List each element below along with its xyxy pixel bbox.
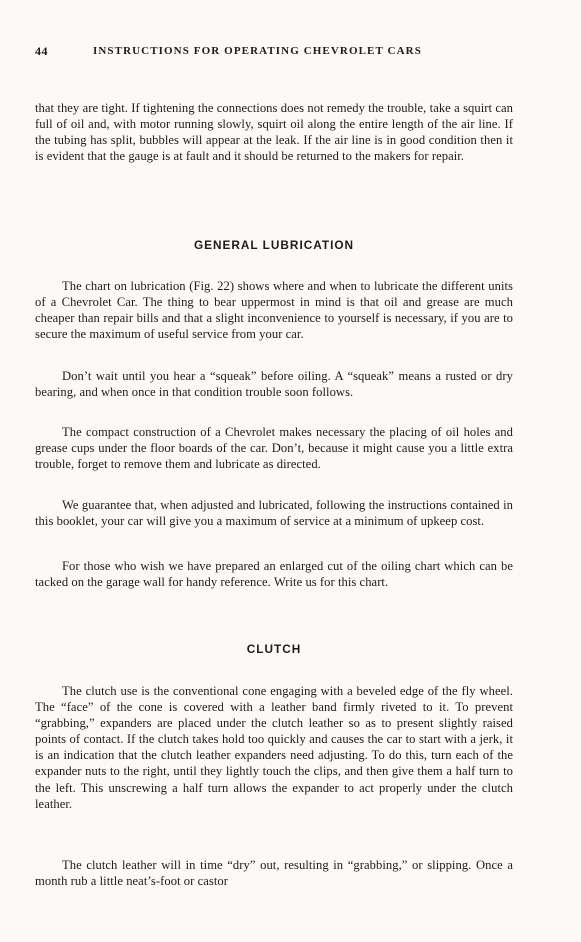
paragraph-clutch-1: The clutch use is the conventional cone engaging with a beveled edge of the fly wheel. The “face” of the cone is covered with a leather band firmly riveted to it. To prevent “grabbing,” expanders are placed under the clutch leather so as to present slightly raised points of contact. If the clutch takes hold too quickly and causes the car to start with a jerk, it is an indication that the clutch leather expanders need adjusting. To do this, turn each of the expander nuts to the right, until they lightly touch the clips, and then give them a half turn to the left. This unscrewing a half turn allows the expander to act properly under the clutch leather.: [35, 684, 513, 811]
page-number: 44: [35, 44, 48, 58]
paragraph-lubrication-2: Don’t wait until you hear a “squeak” before oiling. A “squeak” means a rusted or dry bearing, and when once in that condition trouble soon follows.: [35, 369, 513, 400]
paragraph-clutch-2: The clutch leather will in time “dry” out, resulting in “grabbing,” or slipping. Once a month rub a little neat’s-foot or castor: [35, 858, 513, 889]
paragraph-lubrication-5: For those who wish we have prepared an enlarged cut of the oiling chart which can be tacked on the garage wall for handy reference. Write us for this chart.: [35, 559, 513, 590]
page-header: [35, 44, 515, 60]
paragraph-lubrication-3: The compact construction of a Chevrolet makes necessary the placing of oil holes and grease cups under the floor boards of the car. Don’t, because it might cause you a little extra trouble, forget to remove them and lubricate as directed.: [35, 425, 513, 472]
paragraph-lubrication-4: We guarantee that, when adjusted and lubricated, following the instructions contained in this booklet, your car will give you a maximum of service at a minimum of upkeep cost.: [35, 498, 513, 529]
running-head: INSTRUCTIONS FOR OPERATING CHEVROLET CARS: [93, 45, 422, 57]
paragraph-lubrication-1: The chart on lubrication (Fig. 22) shows where and when to lubricate the different units of a Chevrolet Car. The thing to bear uppermost in mind is that oil and grease are much cheaper than repair bills and that a slight inconvenience to yourself is necessary, if you are to secure the maximum of useful service from your car.: [35, 279, 513, 342]
heading-general-lubrication: GENERAL LUBRICATION: [193, 238, 355, 252]
heading-clutch: CLUTCH: [246, 642, 302, 656]
paragraph-intro: that they are tight. If tightening the connections does not remedy the trouble, take a squirt can full of oil and, with motor running slowly, squirt oil along the entire length of the air line. If the tubing has split, bubbles will appear at the leak. If the air line is in good condition then it is evident that the gauge is at fault and it should be returned to the makers for repair.: [35, 101, 513, 164]
